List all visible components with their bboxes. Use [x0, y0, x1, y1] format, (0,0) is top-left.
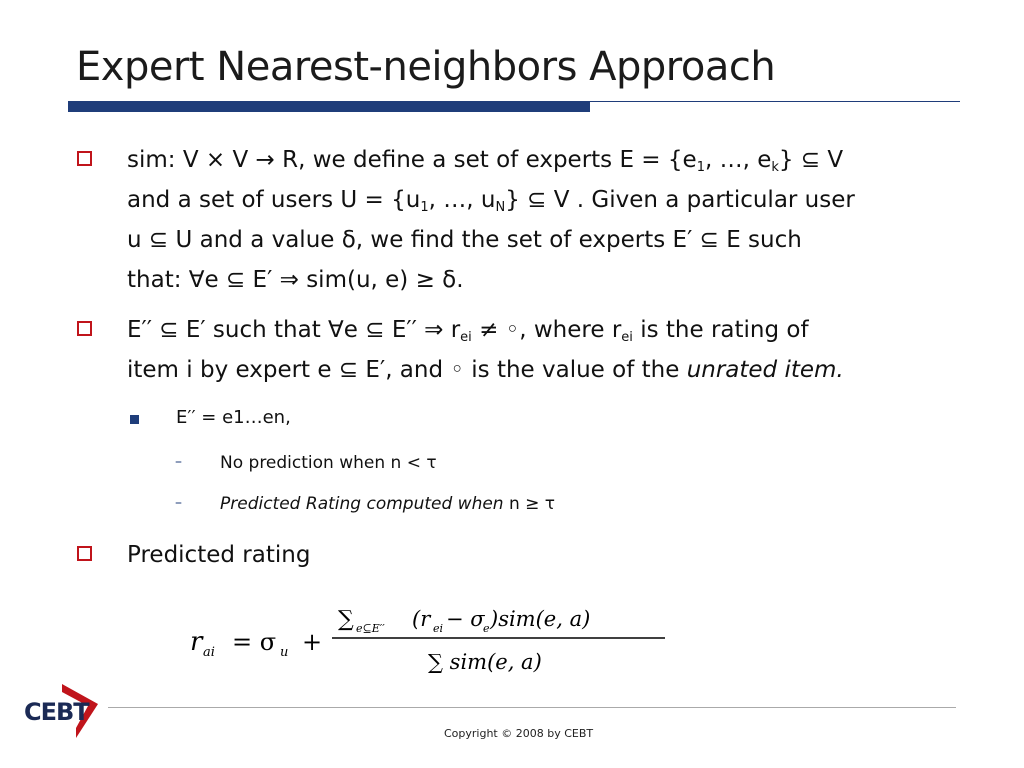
footer-rule-line	[108, 707, 956, 708]
bullet-1-line-1: sim: V × V → R, we define a set of experts $E = \{e_1$, …, $e_k$} ⊆ V	[127, 147, 844, 175]
copyright-text: Copyright © 2008 by CEBT	[444, 727, 594, 740]
formula-num-r-sub: ei	[433, 622, 444, 635]
bullet-square-icon	[130, 415, 139, 424]
formula-lhs-sub: ai	[203, 645, 215, 660]
slide-title: Expert Nearest-neighbors Approach	[76, 44, 776, 90]
formula-eq-sub: u	[280, 645, 289, 660]
title-accent-bar	[68, 101, 590, 112]
sub-sub-bullet-2: Predicted Rating computed when n ≥ τ	[220, 494, 556, 514]
bullet-box-icon	[77, 546, 92, 561]
bullet-3-text: Predicted rating	[127, 542, 311, 568]
bullet-1-line-3: u ⊆ U and a value δ, we find the set of experts E′ ⊆ E such	[127, 227, 802, 253]
logo-text: CEBT	[24, 698, 89, 726]
sub-sub-bullet-1: No prediction when n < τ	[220, 453, 437, 473]
formula-num-tail: )sim(e, a)	[490, 607, 591, 631]
predicted-rating-formula	[190, 596, 670, 676]
bullet-box-icon	[77, 151, 92, 166]
formula-num-body: (r	[412, 607, 431, 631]
formula-den: ∑ sim(e, a)	[428, 650, 542, 674]
bullet-2-text	[127, 310, 952, 390]
formula-plus: +	[302, 628, 323, 656]
dash-bullet-icon: –	[175, 454, 182, 470]
bullet-2-line-2: item i by expert e ⊆ E′, and ◦ is the value of the unrated item.	[127, 357, 844, 383]
formula-num-sigma-sub: e	[483, 622, 490, 635]
bullet-box-icon	[77, 321, 92, 336]
formula-num-minus: − σ	[446, 607, 485, 631]
bullet-1-line-2: and a set of users $U = \{u_1$, …, $u_N$} ⊆ V . Given a particular user	[127, 187, 855, 215]
cebt-logo-icon	[22, 680, 102, 740]
bullet-1-line-4: that: ∀e ⊆ E′ ⇒ sim(u, e) ≥ δ.	[127, 267, 464, 293]
formula-eq: = σ	[232, 628, 277, 656]
formula-lhs: r	[190, 627, 203, 657]
bullet-2-line-1: E′′ ⊆ E′ such that ∀e ⊆ E′′ ⇒ $r_{ei}$ ≠ ◦, where $r_{ei}$ is the rating of	[127, 317, 809, 345]
formula-num-sum: ∑	[338, 607, 354, 632]
dash-bullet-icon: –	[175, 495, 182, 511]
bullet-1-text	[127, 140, 952, 300]
formula-num-sum-sub: e⊆E′′	[356, 622, 385, 635]
sub-bullet-text: E′′ = e1…en,	[176, 407, 291, 428]
